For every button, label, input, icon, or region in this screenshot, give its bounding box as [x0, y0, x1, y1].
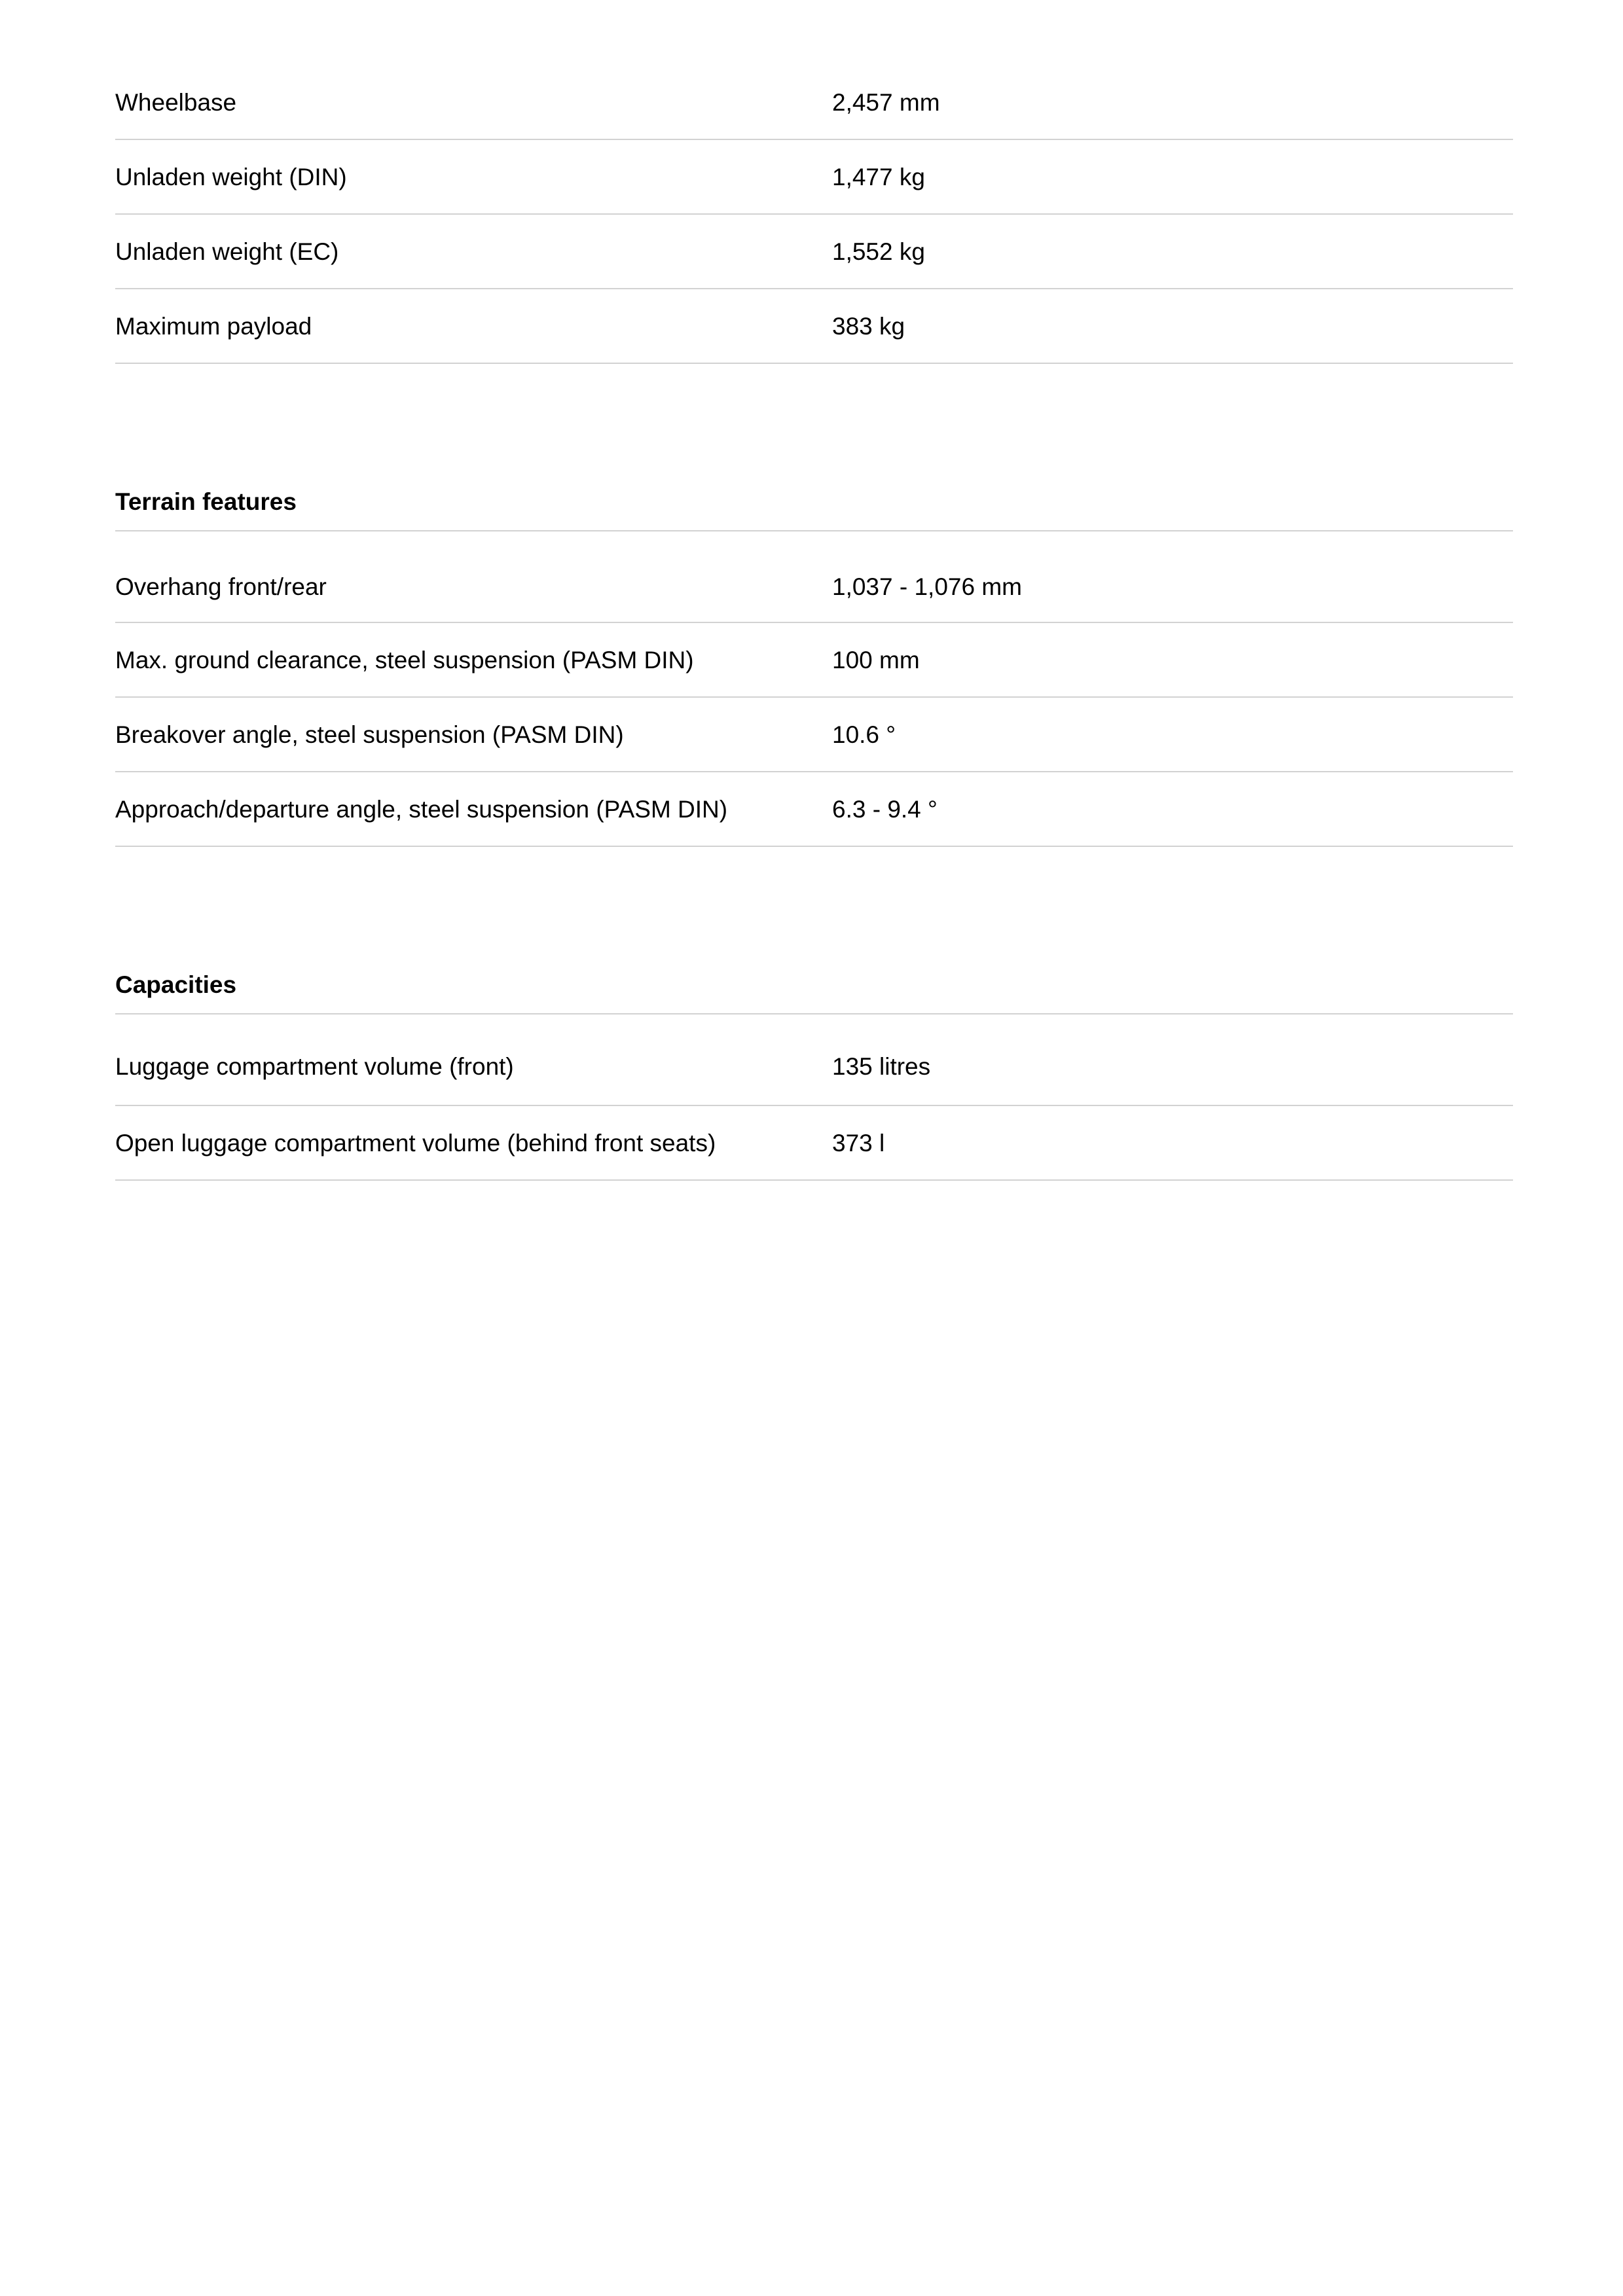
spec-row-breakover-angle: [115, 698, 1513, 772]
spec-row-luggage-front: [115, 1014, 1513, 1106]
spec-label: Wheelbase: [115, 89, 237, 116]
spec-value: 373 l: [832, 1130, 885, 1157]
spec-sheet: [115, 0, 1513, 1181]
spec-value: 1,552 kg: [832, 238, 925, 265]
spec-value: 1,037 - 1,076 mm: [832, 573, 1022, 600]
spec-row-wheelbase: [115, 65, 1513, 140]
spec-row-overhang: [115, 531, 1513, 623]
section-heading-capacities: [115, 923, 1513, 1014]
spec-value: 2,457 mm: [832, 89, 940, 116]
capacities-section: [115, 923, 1513, 1181]
spec-label: Unladen weight (DIN): [115, 164, 347, 190]
spec-label: Maximum payload: [115, 313, 312, 340]
section-title: Terrain features: [115, 488, 297, 515]
spec-row-maximum-payload: [115, 289, 1513, 364]
terrain-features-section: [115, 440, 1513, 847]
section-spacer: [115, 847, 1513, 923]
spec-row-luggage-behind-seats: [115, 1106, 1513, 1181]
spec-row-unladen-weight-din: [115, 140, 1513, 215]
section-heading-terrain: [115, 440, 1513, 531]
spec-value: 100 mm: [832, 647, 920, 673]
spec-label: Breakover angle, steel suspension (PASM DIN): [115, 721, 624, 748]
spec-label: Overhang front/rear: [115, 573, 327, 600]
spec-value: 135 litres: [832, 1053, 931, 1080]
section-title: Capacities: [115, 971, 237, 998]
spec-label: Luggage compartment volume (front): [115, 1053, 514, 1080]
spec-value: 383 kg: [832, 313, 905, 340]
spec-value: 1,477 kg: [832, 164, 925, 190]
spec-value: 6.3 - 9.4 °: [832, 796, 938, 823]
spec-label: Max. ground clearance, steel suspension (PASM DIN): [115, 647, 694, 673]
spec-row-ground-clearance: [115, 623, 1513, 698]
dimensions-table: [115, 0, 1513, 364]
spec-value: 10.6 °: [832, 721, 896, 748]
spec-label: Approach/departure angle, steel suspension (PASM DIN): [115, 796, 728, 823]
spec-label: Open luggage compartment volume (behind front seats): [115, 1130, 716, 1157]
spec-row-approach-departure-angle: [115, 772, 1513, 847]
section-spacer: [115, 364, 1513, 440]
spec-label: Unladen weight (EC): [115, 238, 339, 265]
spec-row-unladen-weight-ec: [115, 215, 1513, 289]
